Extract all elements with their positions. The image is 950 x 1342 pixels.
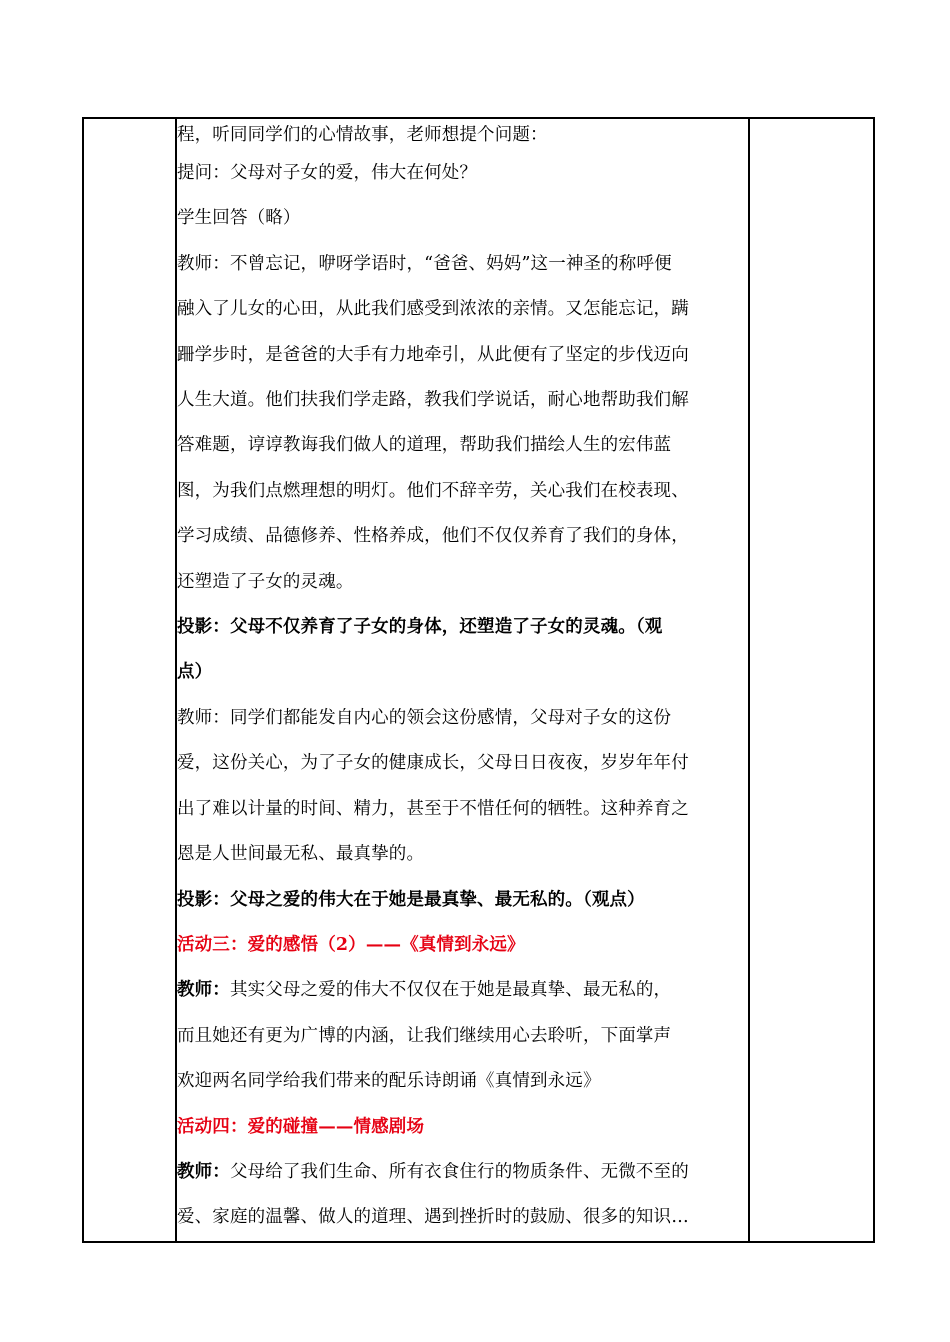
text-line: 欢迎两名同学给我们带来的配乐诗朗诵《真情到永远》 [177,1071,601,1092]
lesson-plan-table [82,117,875,1243]
text-line: 活动三：爱的感悟（2）——《真情到永远》 [177,934,525,955]
text-line: 人生大道。他们扶我们学走路，教我们学说话，耐心地帮助我们解 [177,390,689,411]
right-column-cell [749,118,874,1242]
text-line: 融入了儿女的心田，从此我们感受到浓浓的亲情。又怎能忘记，蹒 [177,299,689,320]
text-line: 点） [177,662,213,683]
text-line: 答难题，谆谆教诲我们做人的道理，帮助我们描绘人生的宏伟蓝 [177,435,672,456]
text-line: 提问：父母对子女的爱，伟大在何处？ [177,163,478,183]
text-line: 程，听同同学们的心情故事，老师想提个问题： [177,125,548,145]
left-column-cell [83,118,176,1242]
table-row [83,118,874,1242]
content-cell [176,118,749,1242]
line-text: 父母给了我们生命、所有衣食住行的物质条件、无微不至的 [229,1161,689,1182]
text-line: 教师：不曾忘记，咿呀学语时，“爸爸、妈妈”这一神圣的称呼便 [177,253,672,274]
text-line: 学习成绩、品德修养、性格养成，他们不仅仅养育了我们的身体， [177,526,689,547]
text-line: 图，为我们点燃理想的明灯。他们不辞辛劳，关心我们在校表现、 [177,480,689,501]
text-line: 学生回答（略） [177,208,301,229]
text-line [177,1150,748,1195]
text-line: 出了难以计量的时间、精力，甚至于不惜任何的牺牲。这种养育之 [177,798,689,819]
text-line [177,968,748,1013]
text-line: 恩是人世间最无私、最真挚的。 [177,844,425,865]
speaker-label: 教师： [177,1161,230,1182]
text-line: 而且她还有更为广博的内涵，让我们继续用心去聆听，下面掌声 [177,1025,672,1046]
speaker-label: 教师： [177,980,230,1001]
text-line: 还塑造了子女的灵魂。 [177,571,354,592]
lesson-text [177,119,748,1241]
text-line: 活动四：爱的碰撞——情感剧场 [177,1116,425,1137]
text-line: 教师：同学们都能发自内心的领会这份感情，父母对子女的这份 [177,707,672,728]
text-line: 投影：父母之爱的伟大在于她是最真挚、最无私的。（观点） [177,889,645,910]
text-line: 投影：父母不仅养育了子女的身体，还塑造了子女的灵魂。（观 [177,617,663,638]
text-line: 爱，这份关心，为了子女的健康成长，父母日日夜夜，岁岁年年付 [177,753,689,774]
text-line: 跚学步时，是爸爸的大手有力地牵引，从此便有了坚定的步伐迈向 [177,344,689,365]
line-text: 其实父母之爱的伟大不仅仅在于她是最真挚、最无私的， [229,980,672,1001]
text-line: 爱、家庭的温馨、做人的道理、遇到挫折时的鼓励、很多的知识… [177,1207,689,1228]
